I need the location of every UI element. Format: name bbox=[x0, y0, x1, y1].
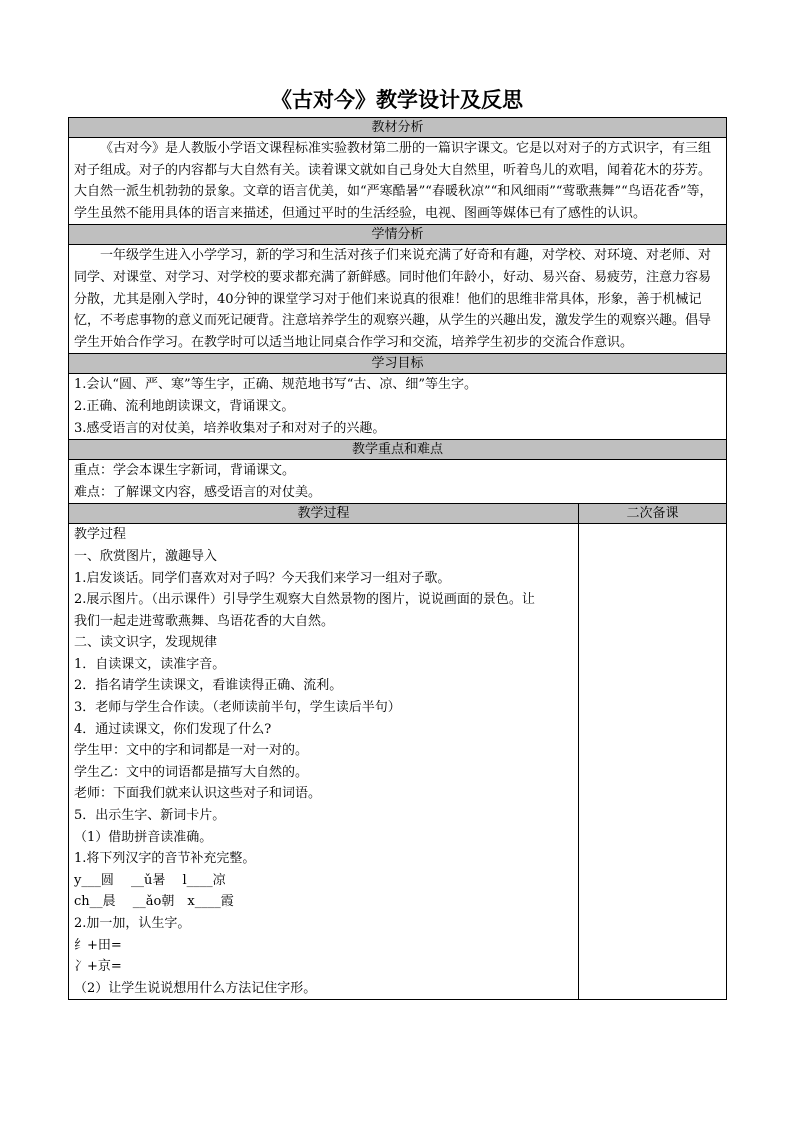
process-line: 老师：下面我们就来认识这些对子和词语。 bbox=[74, 786, 322, 802]
student-analysis-text: 一年级学生进入小学学习，新的学习和生活对孩子们来说充满了好奇和有趣，对学校、对环境、对老师、对同学、对课堂、对学习、对学校的要求都充满了新鲜感。同时他们年龄小，好动、易兴奋、易疲劳，注意力容易分散，尤其是刚入学时，40分钟的课堂学习对于他们来说真的很难！他们的思维非常具体，形象，善于机械记忆，不考虑事物的意义而死记硬背。注意培养学生的观察兴趣，从学生的兴趣出发，激发学生的观察兴趣。倡导学生开始合作学习。在教学时可以适当地让同桌合作学习和交流，培养学生初步的交流合作意识。 bbox=[74, 248, 712, 350]
process-line: 1．自读课文，读准字音。 bbox=[74, 656, 226, 672]
goal-item: 2.正确、流利地朗读课文，背诵课文。 bbox=[74, 398, 295, 414]
process-line: ch__晨 __ǎo朝 x____霞 bbox=[74, 894, 234, 910]
section-heading-second-prep: 二次备课 bbox=[579, 504, 727, 524]
learning-goals-cell bbox=[69, 374, 727, 440]
material-analysis-cell bbox=[69, 138, 727, 225]
process-line: 2.展示图片。（出示课件）引导学生观察大自然景物的图片，说说画面的景色。让 bbox=[74, 592, 535, 608]
process-line: （2）让学生说说想用什么方法记住字形。 bbox=[74, 980, 317, 996]
process-line: 我们一起走进莺歌燕舞、鸟语花香的大自然。 bbox=[74, 613, 335, 629]
process-line: 5．出示生字、新词卡片。 bbox=[74, 808, 226, 824]
goal-item: 1.会认“圆、严、寒”等生字，正确、规范地书写“古、凉、细”等生字。 bbox=[74, 377, 477, 393]
process-line: 1.将下列汉字的音节补充完整。 bbox=[74, 851, 256, 867]
process-line: 教学过程 bbox=[74, 527, 127, 543]
section-heading-key-points: 教学重点和难点 bbox=[69, 440, 727, 460]
key-points-cell bbox=[69, 460, 727, 504]
lesson-plan-table bbox=[68, 117, 727, 1000]
process-line: 纟+田= bbox=[74, 937, 122, 953]
process-line: 2.加一加，认生字。 bbox=[74, 916, 191, 931]
process-line: 冫+京= bbox=[74, 959, 122, 975]
process-line: 二、读文识字，发现规律 bbox=[74, 635, 218, 651]
section-heading-goals: 学习目标 bbox=[69, 354, 727, 374]
process-line: y___圆 __ǔ暑 l____凉 bbox=[74, 872, 226, 888]
process-line: 学生甲：文中的字和词都是一对一对的。 bbox=[74, 743, 309, 759]
process-line: 学生乙：文中的词语都是描写大自然的。 bbox=[74, 764, 309, 780]
material-analysis-text: 《古对今》是人教版小学语文课程标准实验教材第二册的一篇识字课文。它是以对对子的方式识字，有三组对子组成。对子的内容都与大自然有关。读着课文就如自己身处大自然里，听着鸟儿的欢唱，闻着花木的芬芳。大自然一派生机勃勃的景象。文章的语言优美，如“严寒酷暑”“春暖秋凉”“和风细雨”“莺歌燕舞”“鸟语花香”等，学生虽然不能用具体的语言来描述，但通过平时的生活经验，电视、图画等媒体已有了感性的认识。 bbox=[74, 141, 713, 221]
process-line: 4．通过读课文，你们发现了什么? bbox=[74, 721, 272, 737]
process-line: 2．指名请学生读课文，看谁读得正确、流利。 bbox=[74, 678, 343, 694]
process-line: 3．老师与学生合作读。（老师读前半句，学生读后半句） bbox=[74, 700, 401, 716]
section-heading-material: 教材分析 bbox=[69, 118, 727, 138]
second-prep-cell bbox=[579, 524, 727, 1000]
student-analysis-cell bbox=[69, 245, 727, 354]
key-point-item: 难点：了解课文内容，感受语言的对仗美。 bbox=[74, 484, 322, 500]
process-line: 一、欣赏图片，激趣导入 bbox=[74, 548, 218, 564]
section-heading-students: 学情分析 bbox=[69, 225, 727, 245]
process-line: 1.启发谈话。同学们喜欢对对子吗？今天我们来学习一组对子歌。 bbox=[74, 570, 451, 586]
goal-item: 3.感受语言的对仗美，培养收集对子和对对子的兴趣。 bbox=[74, 420, 386, 436]
section-heading-process: 教学过程 bbox=[69, 504, 579, 524]
document-title: 《古对今》教学设计及反思 bbox=[271, 88, 523, 112]
teaching-process-cell bbox=[69, 524, 579, 1000]
key-point-item: 重点：学会本课生字新词，背诵课文。 bbox=[74, 463, 296, 479]
process-line: （1）借助拼音读准确。 bbox=[74, 829, 213, 845]
